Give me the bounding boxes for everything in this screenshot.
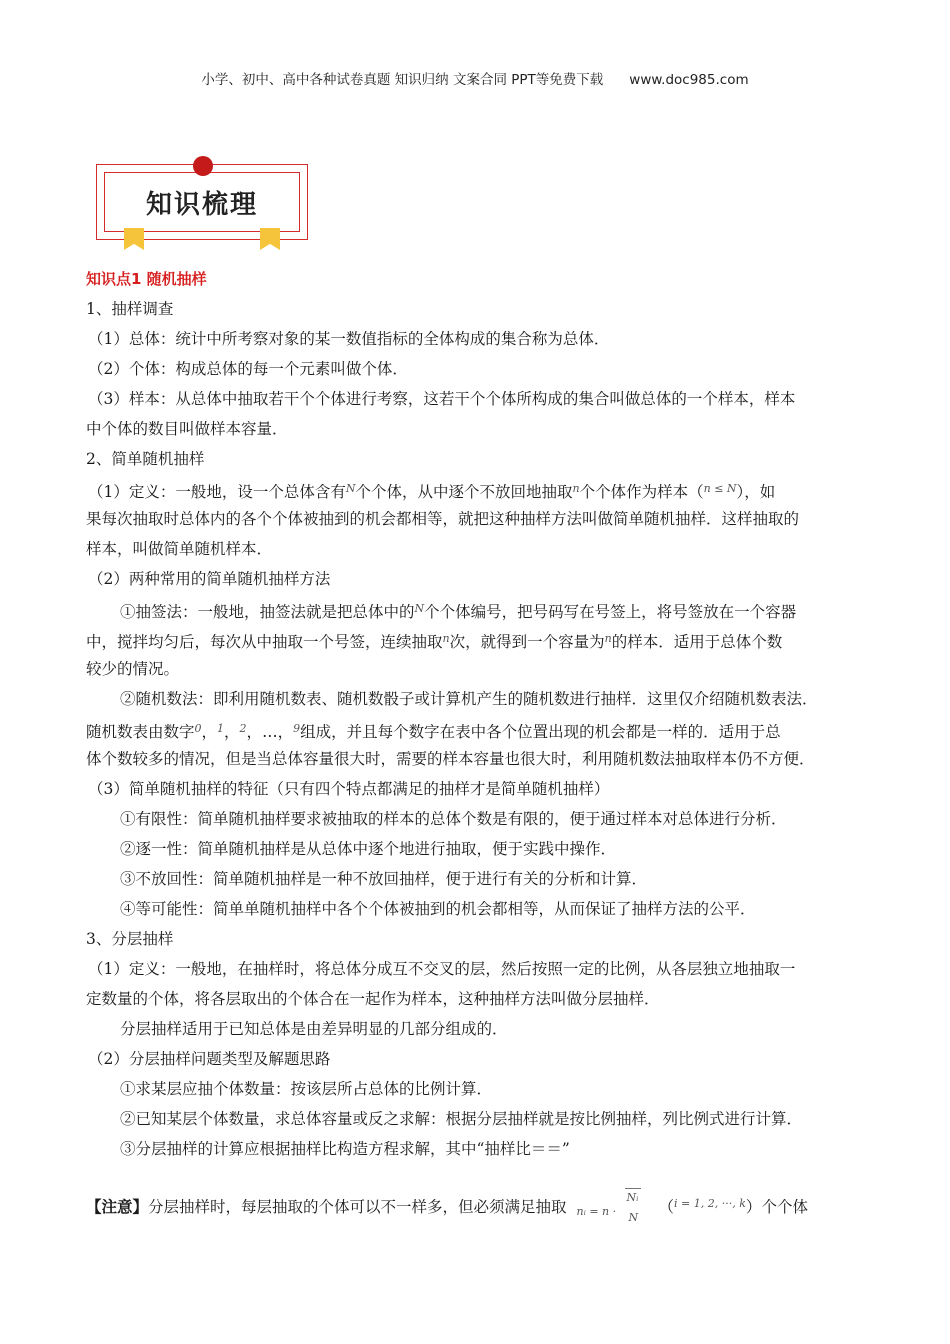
s2-feature-2: ②逐一性：简单随机抽样是从总体中逐个地进行抽取，便于实践中操作． — [120, 840, 617, 858]
s3-applicability: 分层抽样适用于已知总体是由差异明显的几部分组成的． — [120, 1020, 508, 1038]
s2-features-heading: （3）简单随机抽样的特征（只有四个特点都满足的抽样才是简单随机抽样） — [88, 780, 610, 798]
header-text: 小学、初中、高中各种试卷真题 知识归纳 文案合同 PPT等免费下载 — [201, 72, 604, 88]
math-n-3: n — [604, 632, 612, 645]
badge-title: 知识梳理 — [145, 189, 258, 220]
s2-random-c: 体个数较多的情况，但是当总体容量很大时，需要的样本容量也很大时，利用随机数法抽取样本仍不方便． — [86, 750, 815, 768]
math-n-2: n — [442, 632, 450, 645]
s2-lottery-a: ①抽签法：一般地，抽签法就是把总体中的$^N$个个体编号，把号码写在号签上，将号签放在一个容器 — [120, 602, 797, 621]
note-line: 【注意】分层抽样时，每层抽取的个体可以不一样多，但必须满足抽取 nᵢ = n · Nᵢ N （$^{i = 1, 2, \cdot\cdot\cdot, k}$）个个体 — [86, 1170, 866, 1226]
s2-lottery-b: 中，搅拌均匀后，每次从中抽取一个号签，连续抽取$^n$次，就得到一个容量为$^n$的样本．适用于总体个数 — [86, 632, 783, 651]
s2-feature-1: ①有限性：简单随机抽样要求被抽取的样本的总体个数是有限的，便于通过样本对总体进行分析． — [120, 810, 787, 828]
s2-methods-heading: （2）两种常用的简单随机抽样方法 — [88, 570, 331, 588]
s1-individual: （2）个体：构成总体的每一个元素叫做个体． — [88, 360, 408, 378]
s2-feature-3: ③不放回性：简单随机抽样是一种不放回抽样，便于进行有关的分析和计算． — [120, 870, 648, 888]
note-label: 【注意】 — [86, 1198, 149, 1216]
page-header — [0, 68, 950, 88]
math-N-2: N — [414, 602, 425, 615]
header-url[interactable]: www.doc985.com — [629, 72, 749, 88]
s3-type-1: ①求某层应抽个体数量：按该层所占总体的比例计算． — [120, 1080, 493, 1098]
math-n: n — [572, 482, 580, 495]
section-title-badge — [96, 156, 312, 250]
ribbon-left-icon — [124, 228, 144, 250]
s1-population: （1）总体：统计中所考察对象的某一数值指标的全体构成的集合称为总体． — [88, 330, 610, 348]
s2-definition-b: 果每次抽取时总体内的各个个体被抽到的机会都相等，就把这种抽样方法叫做简单随机抽样．这样抽取的 — [86, 510, 800, 528]
section-3-heading: 3、分层抽样 — [86, 930, 174, 948]
s1-sample-a: （3）样本：从总体中抽取若干个个体进行考察，这若干个个体所构成的集合叫做总体的一个样本，样本 — [88, 390, 796, 408]
s3-type-2: ②已知某层个体数量，求总体容量或反之求解：根据分层抽样就是按比例抽样，列比例式进行计算． — [120, 1110, 803, 1128]
red-dot-icon — [193, 156, 213, 176]
stratified-formula: nᵢ = n · Nᵢ N — [577, 1170, 649, 1206]
math-N: N — [345, 482, 356, 495]
s3-definition-a: （1）定义：一般地，在抽样时，将总体分成互不交叉的层，然后按照一定的比例，从各层独立地抽取一 — [88, 960, 796, 978]
math-range: i = 1, 2, ···, k — [674, 1197, 746, 1210]
s1-sample-b: 中个体的数目叫做样本容量． — [86, 420, 288, 438]
s2-feature-4: ④等可能性：简单单随机抽样中各个个体被抽到的机会都相等，从而保证了抽样方法的公平． — [120, 900, 756, 918]
ribbon-right-icon — [260, 228, 280, 250]
s3-type-3: ③分层抽样的计算应根据抽样比构造方程求解，其中“抽样比＝＝” — [120, 1140, 570, 1158]
s2-random-a: ②随机数法：即利用随机数表、随机数骰子或计算机产生的随机数进行抽样．这里仅介绍随机数表法． — [120, 690, 818, 708]
document-body — [86, 264, 866, 1226]
badge-inner-frame — [104, 172, 300, 232]
s3-types-heading: （2）分层抽样问题类型及解题思路 — [88, 1050, 331, 1068]
math-n-le-N: n ≤ N — [703, 482, 737, 495]
section-2-heading: 2、简单随机抽样 — [86, 450, 205, 468]
section-1-heading: 1、抽样调查 — [86, 300, 174, 318]
s2-lottery-c: 较少的情况。 — [86, 660, 180, 678]
s3-definition-b: 定数量的个体，将各层取出的个体合在一起作为样本，这种抽样方法叫做分层抽样． — [86, 990, 660, 1008]
s2-random-b: 随机数表由数字$^0$，$^1$，$^2$，…，$^9$组成，并且每个数字在表中各个位置出现的机会都是一样的．适用于总 — [86, 722, 781, 741]
knowledge-point-heading: 知识点1 随机抽样 — [86, 270, 207, 288]
s2-definition-a: （1）定义：一般地，设一个总体含有$^N$个个体，从中逐个不放回地抽取$^n$个个体作为样本（$^{n \le N}$），如 — [88, 482, 776, 501]
s2-definition-c: 样本，叫做简单随机样本． — [86, 540, 273, 558]
